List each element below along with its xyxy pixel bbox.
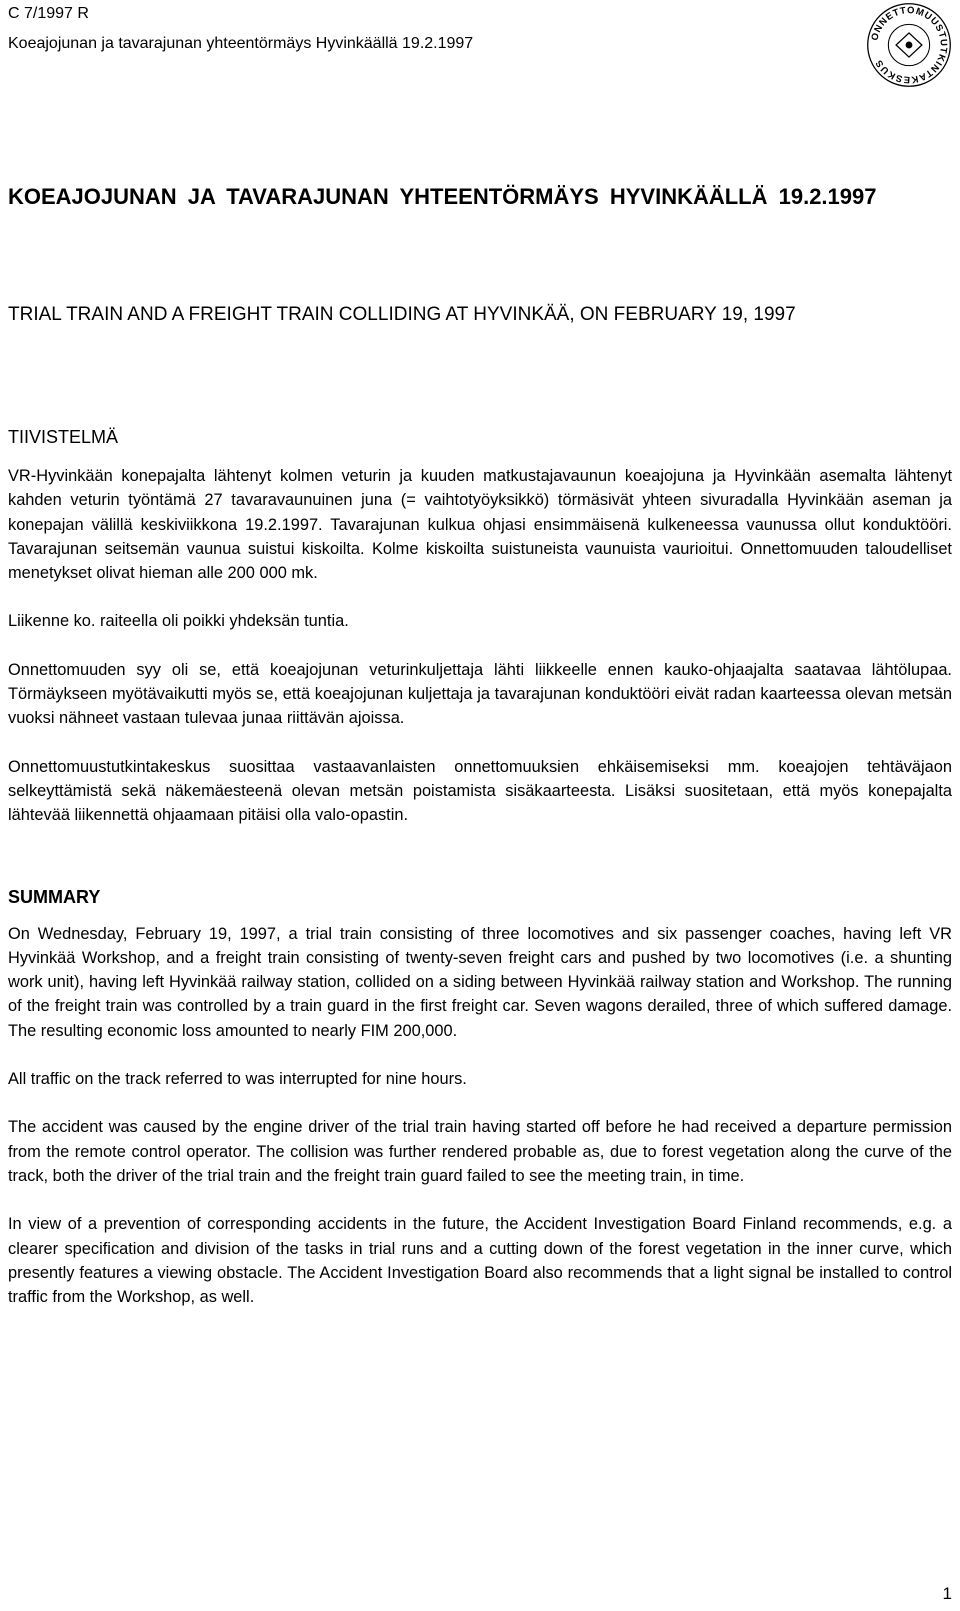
tiivistelma-paragraph: Onnettomuustutkintakeskus suosittaa vastaavanlaisten onnettomuuksien ehkäisemiseksi mm. koeajojen tehtäväjaon selkeyttämistä sekä näkemäesteenä olevan metsän poistamista sisäkaarteesta. Lisäksi suositetaan, että myös konepajalta lähtevää liikennettä ohjaamaan pitäisi olla valo-opastin.	[8, 757, 952, 825]
seal-text: ONNETTOMUUSTUTKINTAKESKUS	[869, 4, 949, 85]
title-finnish: KOEAJOJUNAN JA TAVARAJUNAN YHTEENTÖRMÄYS HYVINKÄÄLLÄ 19.2.1997	[8, 184, 877, 209]
tiivistelma-paragraph: VR-Hyvinkään konepajalta lähtenyt kolmen veturin ja kuuden matkustajavaunun koeajojuna ja Hyvinkään asemalta lähtenyt kahden veturin työntämä 27 tavaravaunuinen juna (= vaihtotyöyksikkö) törmäsivät yhteen sivuradalla Hyvinkään aseman ja konepajan välillä keskiviikkona 19.2.1997. Tavarajunan kulkua ohjasi ensimmäisenä kulkeneessa vaunussa ollut konduktööri. Tavarajunan seitsemän vaunua suistui kiskoilta. Kolme kiskoilta suistuneista vaunuista vaurioitui. Onnettomuuden taloudelliset menetykset olivat hieman alle 200 000 mk.	[8, 467, 952, 583]
summary-paragraph: All traffic on the track referred to was interrupted for nine hours.	[8, 1070, 467, 1089]
document-body	[8, 180, 952, 1333]
summary-paragraph: The accident was caused by the engine driver of the trial train having started off before he had received a departure permission from the remote control operator. The collision was further rendered probable as, due to forest vegetation along the curve of the track, both the driver of the trial train and the freight train guard failed to see the meeting train, in time.	[8, 1118, 952, 1185]
title-english: TRIAL TRAIN AND A FREIGHT TRAIN COLLIDING AT HYVINKÄÄ, ON FEBRUARY 19, 1997	[8, 304, 796, 325]
tiivistelma-paragraph: Onnettomuuden syy oli se, että koeajojunan veturinkuljettaja lähti liikkeelle ennen kauko-ohjaajalta saatavaa lähtölupaa. Törmäykseen myötävaikutti myös se, että koeajojunan kuljettaja ja tavarajunan konduktööri eivät radan kaarteessa olevan metsän vuoksi nähneet vastaan tulevaa junaa riittävän ajoissa.	[8, 660, 952, 728]
document-code: C 7/1997 R	[8, 5, 89, 22]
tiivistelma-heading: TIIVISTELMÄ	[8, 427, 119, 447]
summary-paragraph: In view of a prevention of corresponding accidents in the future, the Accident Investigation Board Finland recommends, e.g. a clearer specification and division of the tasks in trial runs and a cutting down of the forest vegetation in the inner curve, which presently features a viewing obstacle. The Accident Investigation Board also recommends that a light signal be installed to control traffic from the Workshop, as well.	[8, 1215, 952, 1307]
accident-investigation-board-seal-icon	[866, 2, 952, 88]
tiivistelma-paragraph: Liikenne ko. raiteella oli poikki yhdeksän tuntia.	[8, 612, 349, 631]
page-number: 1	[942, 1584, 952, 1603]
document-subtitle: Koeajojunan ja tavarajunan yhteentörmäys Hyvinkäällä 19.2.1997	[8, 35, 474, 52]
summary-heading: SUMMARY	[8, 886, 101, 907]
summary-paragraph: On Wednesday, February 19, 1997, a trial train consisting of three locomotives and six passenger coaches, having left VR Hyvinkää Workshop, and a freight train consisting of twenty-seven freight cars and pushed by two locomotives (i.e. a shunting work unit), having left Hyvinkää railway station, collided on a siding between Hyvinkää railway station and Workshop. The running of the freight train was controlled by a train guard in the first freight car. Seven wagons derailed, three of which suffered damage. The resulting economic loss amounted to nearly FIM 200,000.	[8, 924, 952, 1040]
